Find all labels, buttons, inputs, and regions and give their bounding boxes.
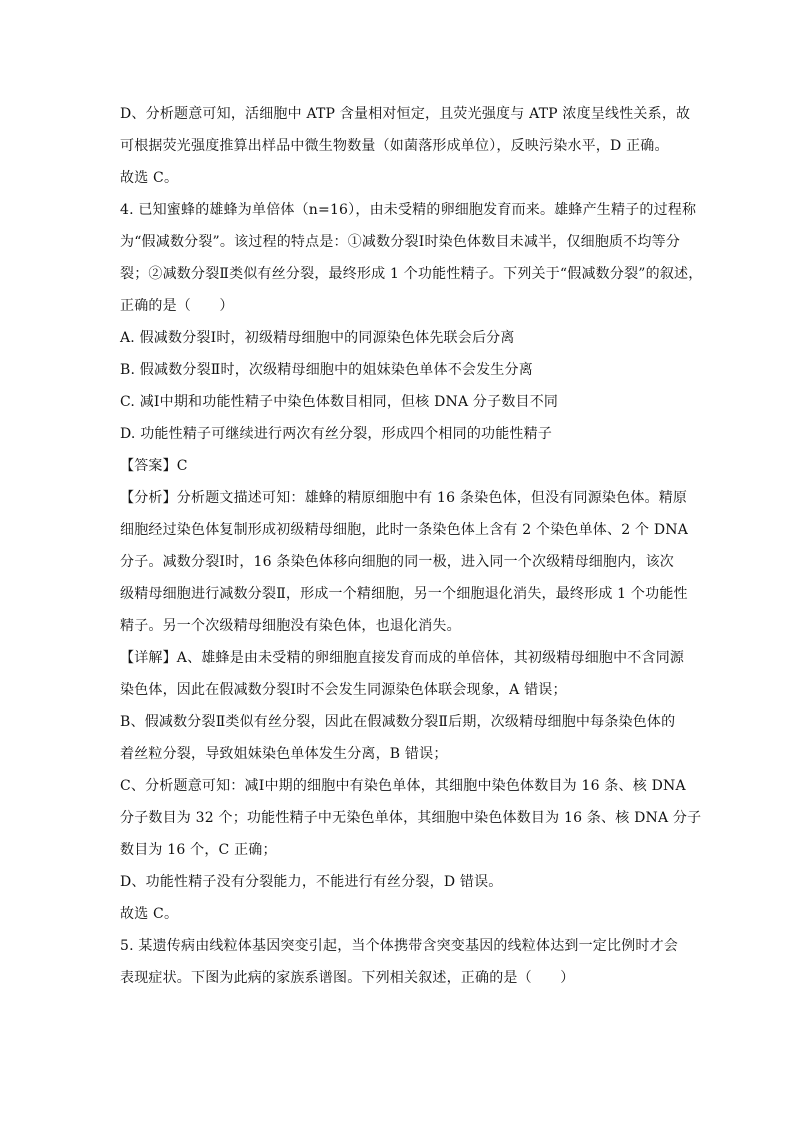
text-line: 裂；②减数分裂Ⅱ类似有丝分裂，最终形成 1 个功能性精子。下列关于“假减数分裂”的叙述， xyxy=(120,266,703,282)
text-line: 故选 C。 xyxy=(120,906,179,922)
answer-line: 【答案】C xyxy=(120,458,188,474)
question-4-stem: 4. 已知蜜蜂的雄蜂为单倍体（n=16），由未受精的卵细胞发育而来。雄蜂产生精子的过程称 xyxy=(120,202,697,218)
option-c: C. 减Ⅰ中期和功能性精子中染色体数目相同，但核 DNA 分子数目不同 xyxy=(120,394,559,410)
text-line: 表现症状。下图为此病的家族系谱图。下列相关叙述，正确的是（ ） xyxy=(120,970,575,986)
analysis-line: 【分析】分析题文描述可知：雄蜂的精原细胞中有 16 条染色体，但没有同源染色体。精原 xyxy=(120,490,688,506)
text-line: 细胞经过染色体复制形成初级精母细胞，此时一条染色体上含有 2 个染色单体、2 个 DNA xyxy=(120,522,688,538)
option-a: A. 假减数分裂Ⅰ时，初级精母细胞中的同源染色体先联会后分离 xyxy=(120,330,515,346)
text-line: 着丝粒分裂，导致姐妹染色单体发生分离，B 错误； xyxy=(120,746,448,762)
text-line: 数目为 16 个，C 正确； xyxy=(120,842,277,858)
option-d: D. 功能性精子可继续进行两次有丝分裂，形成四个相同的功能性精子 xyxy=(120,426,553,442)
text-line: C、分析题意可知：减Ⅰ中期的细胞中有染色单体，其细胞中染色体数目为 16 条、核 DNA xyxy=(120,778,686,794)
text-line: D、分析题意可知，活细胞中 ATP 含量相对恒定，且荧光强度与 ATP 浓度呈线性关系，故 xyxy=(120,106,691,122)
detail-line: 【详解】A、雄蜂是由未受精的卵细胞直接发育而成的单倍体，其初级精母细胞中不含同源 xyxy=(120,650,685,666)
text-line: 分子数目为 32 个；功能性精子中无染色单体，其细胞中染色体数目为 16 条、核 DNA 分子 xyxy=(120,810,702,826)
text-line: 染色体，因此在假减数分裂Ⅰ时不会发生同源染色体联会现象，A 错误； xyxy=(120,682,567,698)
text-line: B、假减数分裂Ⅱ类似有丝分裂，因此在假减数分裂Ⅱ后期，次级精母细胞中每条染色体的 xyxy=(120,714,676,730)
text-line: 为“假减数分裂”。该过程的特点是：①减数分裂Ⅰ时染色体数目未减半，仅细胞质不均等分 xyxy=(120,234,681,250)
text-line: D、功能性精子没有分裂能力，不能进行有丝分裂，D 错误。 xyxy=(120,874,503,890)
text-line: 可根据荧光强度推算出样品中微生物数量（如菌落形成单位），反映污染水平，D 正确。 xyxy=(120,138,669,154)
text-line: 故选 C。 xyxy=(120,170,179,186)
text-line: 分子。减数分裂Ⅰ时，16 条染色体移向细胞的同一极，进入同一个次级精母细胞内，该次 xyxy=(120,554,674,570)
text-line: 精子。另一个次级精母细胞没有染色体，也退化消失。 xyxy=(120,618,461,634)
question-5-stem: 5. 某遗传病由线粒体基因突变引起，当个体携带含突变基因的线粒体达到一定比例时才会 xyxy=(120,938,679,954)
text-line: 级精母细胞进行减数分裂Ⅱ，形成一个精细胞，另一个细胞退化消失，最终形成 1 个功能性 xyxy=(120,586,688,602)
document-body xyxy=(120,98,703,994)
option-b: B. 假减数分裂Ⅱ时，次级精母细胞中的姐妹染色单体不会发生分离 xyxy=(120,362,533,378)
text-line: 正确的是（ ） xyxy=(120,298,234,314)
